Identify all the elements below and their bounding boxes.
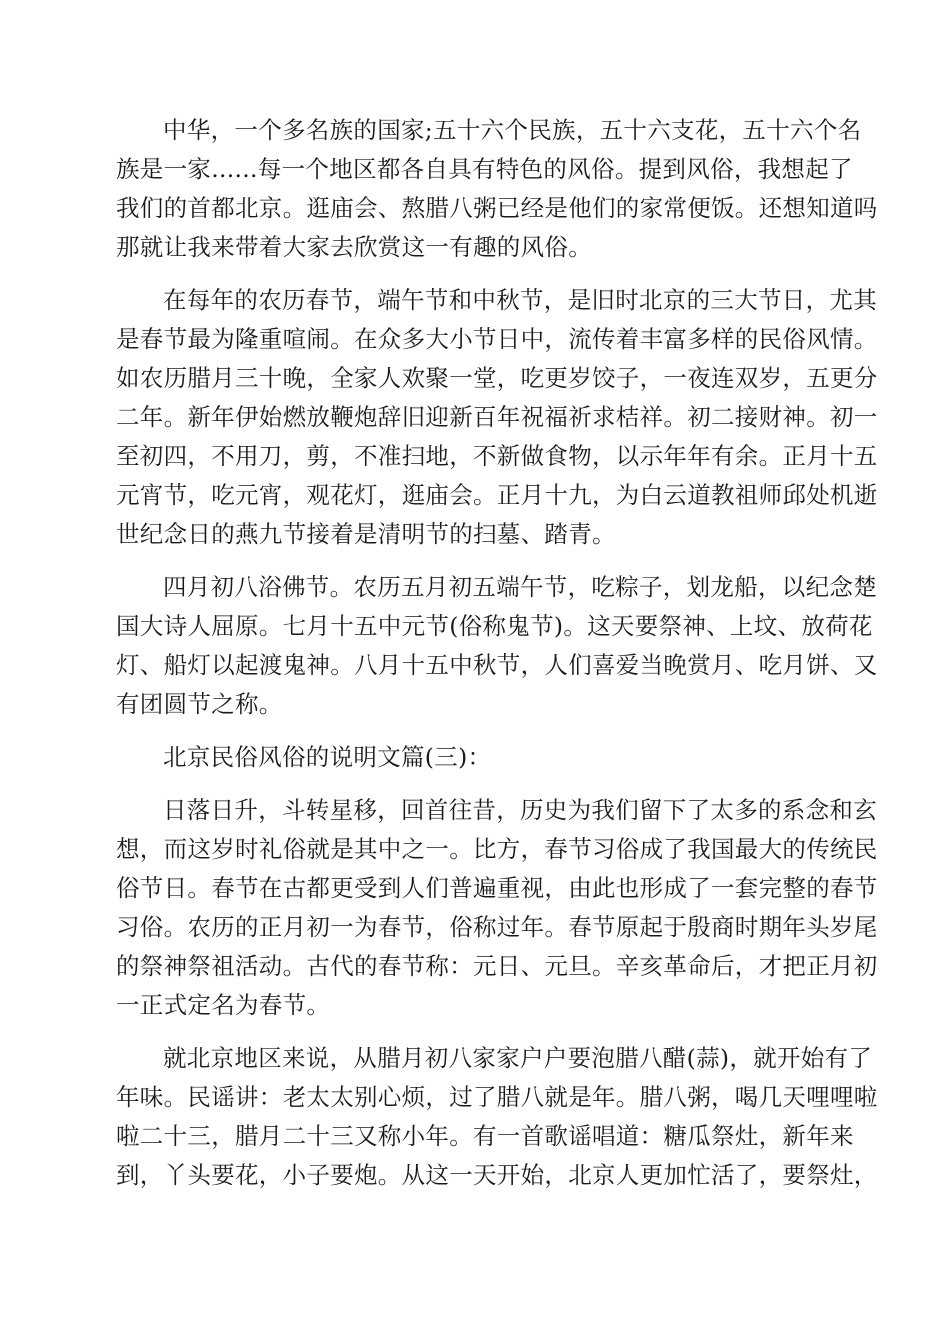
text-line: 日落日升，斗转星移，回首往昔，历史为我们留下了太多的系念和玄 — [163, 796, 877, 824]
text-line: 想，而这岁时礼俗就是其中之一。比方，春节习俗成了我国最大的传统民 — [116, 835, 878, 863]
text-line: 一正式定名为春节。 — [116, 991, 331, 1019]
text-line: 到，丫头要花，小子要炮。从这一天开始，北京人更加忙活了，要祭灶， — [116, 1161, 878, 1189]
text-line: 是春节最为隆重喧闹。在众多大小节日中，流传着丰富多样的民俗风情。 — [116, 325, 878, 353]
text-line: 元宵节，吃元宵，观花灯，逛庙会。正月十九，为白云道教祖师邱处机逝 — [116, 481, 878, 509]
text-line: 那就让我来带着大家去欣赏这一有趣的风俗。 — [116, 233, 592, 261]
text-line: 族是一家......每一个地区都各自具有特色的风俗。提到风俗，我想起了 — [116, 155, 853, 183]
text-line: 俗节日。春节在古都更受到人们普遍重视，由此也形成了一套完整的春节 — [116, 874, 878, 902]
text-line: 如农历腊月三十晚，全家人欢聚一堂，吃更岁饺子，一夜连双岁，五更分 — [116, 364, 878, 392]
text-line: 我们的首都北京。逛庙会、熬腊八粥已经是他们的家常便饭。还想知道吗 — [116, 194, 878, 222]
text-line: 四月初八浴佛节。农历五月初五端午节，吃粽子，划龙船，以纪念楚 — [163, 573, 877, 601]
text-line: 灯、船灯以起渡鬼神。八月十五中秋节，人们喜爱当晚赏月、吃月饼、又 — [116, 651, 878, 679]
text-line: 有团圆节之称。 — [116, 690, 283, 718]
text-line: 世纪念日的燕九节接着是清明节的扫墓、踏青。 — [116, 520, 616, 548]
text-line: 国大诗人屈原。七月十五中元节(俗称鬼节)。这天要祭神、上坟、放荷花 — [116, 612, 873, 640]
text-line: 至初四，不用刀，剪，不准扫地，不新做食物，以示年年有余。正月十五 — [116, 442, 878, 470]
text-line: 在每年的农历春节，端午节和中秋节，是旧时北京的三大节日，尤其 — [163, 286, 877, 314]
text-line: 就北京地区来说，从腊月初八家家户户要泡腊八醋(蒜)，就开始有了 — [163, 1044, 873, 1072]
text-line: 中华，一个多名族的国家;五十六个民族，五十六支花，五十六个名 — [163, 116, 862, 144]
text-line: 年味。民谣讲：老太太别心烦，过了腊八就是年。腊八粥，喝几天哩哩啦 — [116, 1083, 878, 1111]
text-line: 啦二十三，腊月二十三又称小年。有一首歌谣唱道：糖瓜祭灶，新年来 — [116, 1122, 854, 1150]
text-line: 习俗。农历的正月初一为春节，俗称过年。春节原起于殷商时期年头岁尾 — [116, 913, 878, 941]
text-line: 的祭神祭祖活动。古代的春节称：元日、元旦。辛亥革命后，才把正月初 — [116, 952, 878, 980]
section-heading: 北京民俗风俗的说明文篇(三)： — [163, 743, 492, 771]
text-line: 二年。新年伊始燃放鞭炮辞旧迎新百年祝福祈求桔祥。初二接财神。初一 — [116, 403, 878, 431]
